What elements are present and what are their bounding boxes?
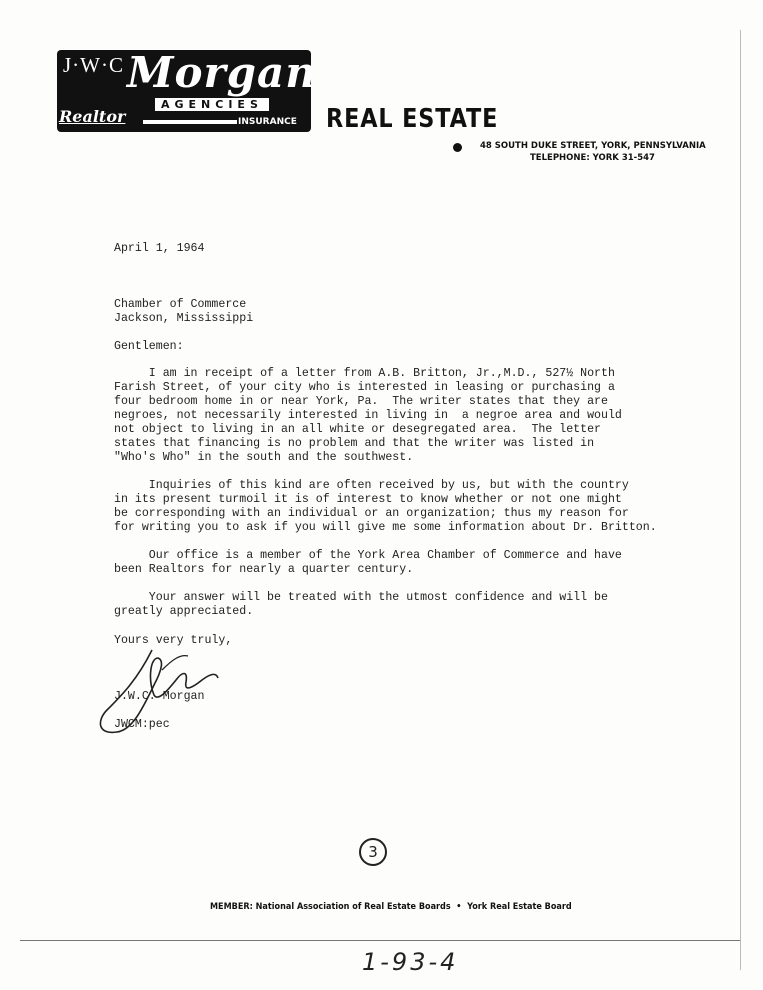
body-line: Your answer will be treated with the utmost confidence and will be xyxy=(114,591,608,604)
body-line: in its present turmoil it is of interest to know whether or not one might xyxy=(114,493,622,506)
closing: Yours very truly, xyxy=(114,634,233,647)
body-line: for writing you to ask if you will give me some information about Dr. Britton. xyxy=(114,521,657,534)
body-line: Our office is a member of the York Area Chamber of Commerce and have xyxy=(114,549,622,562)
logo-agencies: AGENCIES xyxy=(155,98,269,111)
page-edge-line xyxy=(740,30,741,970)
body-paragraph-1 xyxy=(114,367,622,465)
body-paragraph-3 xyxy=(114,549,622,577)
reference-initials: JWCM:pec xyxy=(114,718,170,731)
address-telephone: TELEPHONE: YORK 31-547 xyxy=(530,153,655,163)
footer-divider xyxy=(20,940,740,941)
address-street: 48 SOUTH DUKE STREET, YORK, PENNSYLVANIA xyxy=(480,141,706,151)
signer-name: J.W.C. Morgan xyxy=(114,690,205,703)
letterhead-address xyxy=(480,140,706,164)
body-paragraph-2 xyxy=(114,479,657,535)
handwritten-document-number: 1-93-4 xyxy=(362,948,459,976)
body-line: Inquiries of this kind are often received by us, but with the country xyxy=(114,479,629,492)
logo-insurance: INSURANCE xyxy=(238,117,297,127)
logo-bar xyxy=(143,120,237,124)
company-logo xyxy=(57,48,317,132)
page-number-mark: 3 xyxy=(359,838,387,866)
body-line: Farish Street, of your city who is interested in leasing or purchasing a xyxy=(114,381,615,394)
body-line: not object to living in an all white or desegregated area. The letter xyxy=(114,423,602,436)
body-line: four bedroom home in or near York, Pa. The writer states that they are xyxy=(114,395,608,408)
letter-date: April 1, 1964 xyxy=(114,242,205,255)
logo-initials: J·W·C xyxy=(63,53,124,77)
logo-realtor: Realtor xyxy=(59,107,126,126)
real-estate-heading: REAL ESTATE xyxy=(326,104,499,134)
salutation: Gentlemen: xyxy=(114,340,184,353)
bullet-icon xyxy=(453,143,462,152)
body-paragraph-4 xyxy=(114,591,608,619)
body-line: been Realtors for nearly a quarter century. xyxy=(114,563,414,576)
body-line: negroes, not necessarily interested in living in a negroe area and would xyxy=(114,409,622,422)
logo-name: Morgan xyxy=(127,48,317,97)
recipient-line1: Chamber of Commerce xyxy=(114,298,247,311)
recipient-line2: Jackson, Mississippi xyxy=(114,312,254,325)
body-line: I am in receipt of a letter from A.B. Britton, Jr.,M.D., 527½ North xyxy=(114,367,615,380)
body-line: "Who's Who" in the south and the southwest. xyxy=(114,451,414,464)
body-line: greatly appreciated. xyxy=(114,605,254,618)
membership-footer: MEMBER: National Association of Real Estate Boards • York Real Estate Board xyxy=(210,902,572,912)
body-line: states that financing is no problem and that the writer was listed in xyxy=(114,437,595,450)
body-line: be corresponding with an individual or an organization; thus my reason for xyxy=(114,507,629,520)
